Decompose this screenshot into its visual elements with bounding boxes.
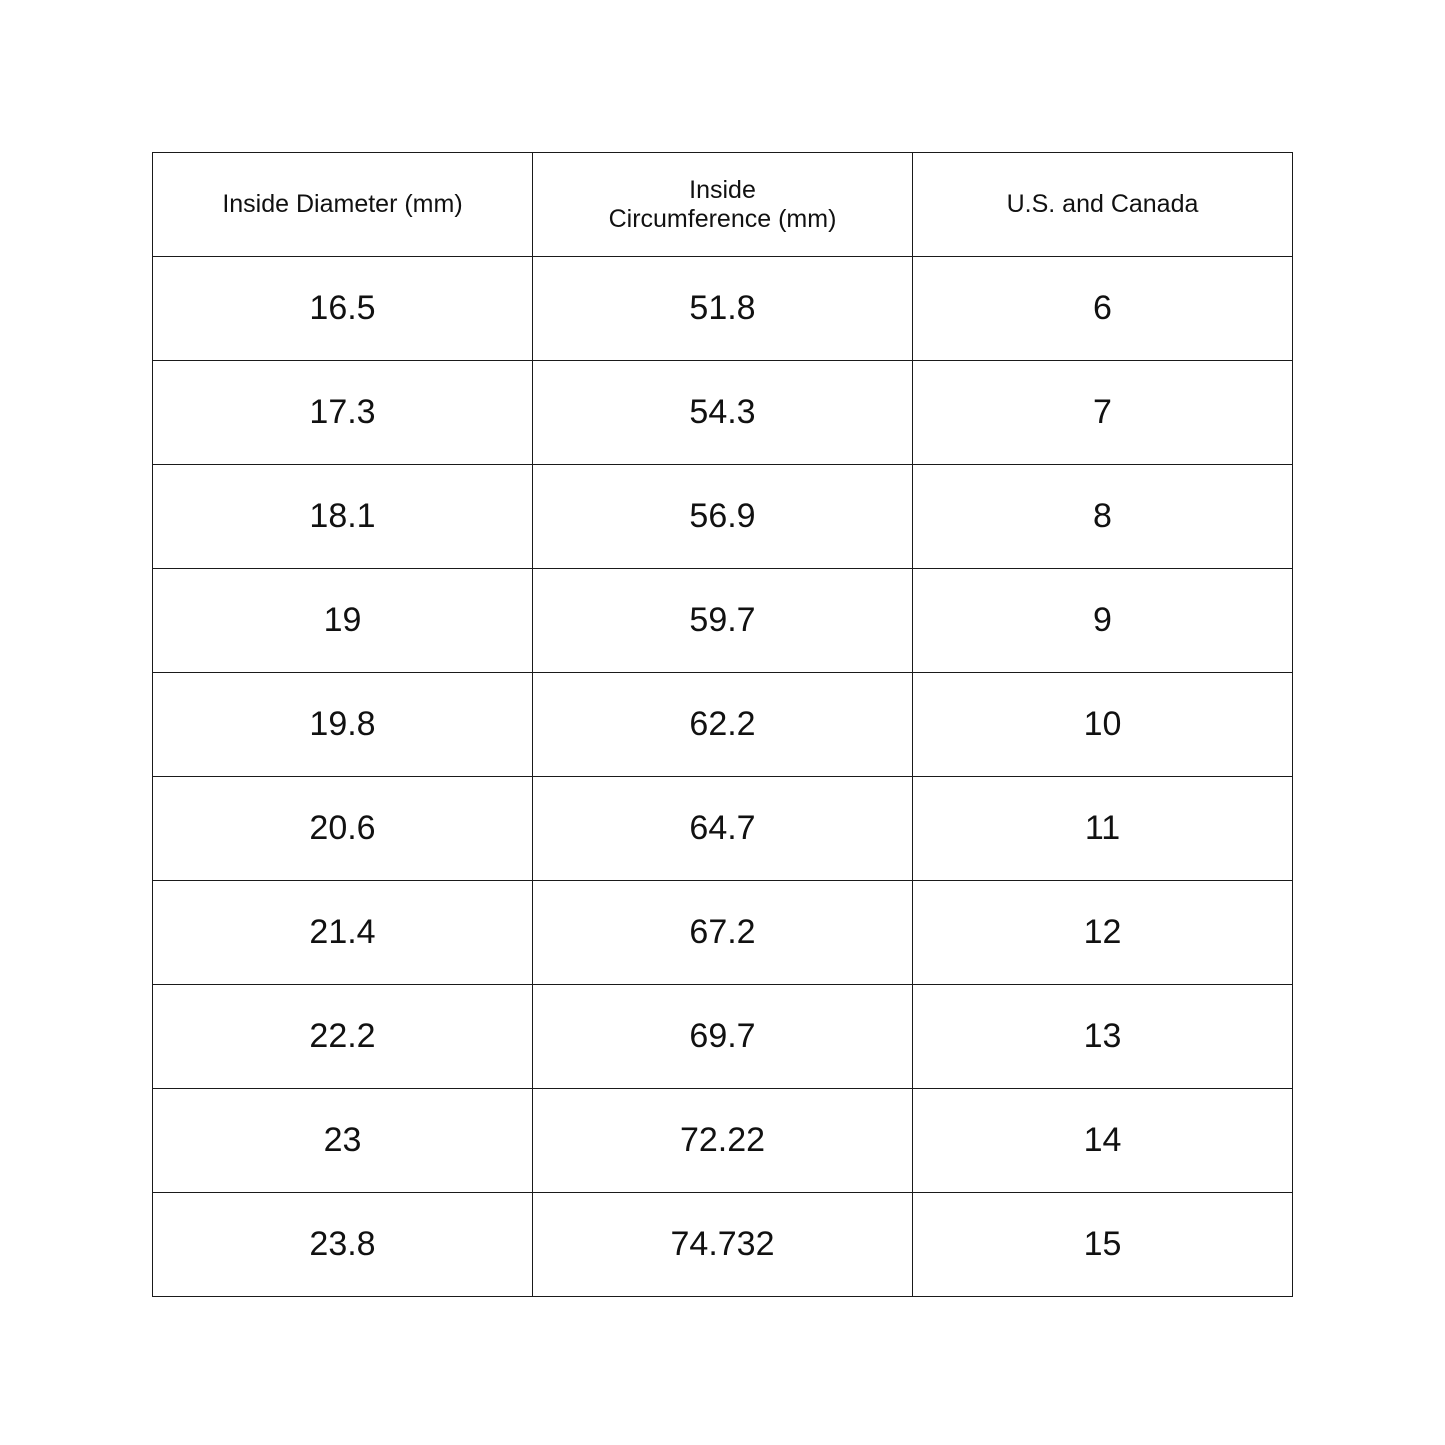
cell-diameter: 19 bbox=[153, 569, 533, 673]
cell-diameter: 22.2 bbox=[153, 985, 533, 1089]
table-row bbox=[153, 257, 1293, 361]
cell-diameter: 23 bbox=[153, 1089, 533, 1193]
cell-diameter: 16.5 bbox=[153, 257, 533, 361]
table-row bbox=[153, 361, 1293, 465]
cell-circumference: 64.7 bbox=[533, 777, 913, 881]
cell-diameter: 21.4 bbox=[153, 881, 533, 985]
cell-circumference: 54.3 bbox=[533, 361, 913, 465]
cell-diameter: 23.8 bbox=[153, 1193, 533, 1297]
cell-us-canada: 11 bbox=[913, 777, 1293, 881]
header-inside-circumference-line2: Circumference (mm) bbox=[608, 204, 837, 233]
cell-diameter: 19.8 bbox=[153, 673, 533, 777]
table-body bbox=[153, 257, 1293, 1297]
cell-us-canada: 10 bbox=[913, 673, 1293, 777]
table-row bbox=[153, 1193, 1293, 1297]
cell-circumference: 51.8 bbox=[533, 257, 913, 361]
cell-circumference: 72.22 bbox=[533, 1089, 913, 1193]
header-inside-diameter: Inside Diameter (mm) bbox=[153, 153, 533, 257]
cell-us-canada: 6 bbox=[913, 257, 1293, 361]
cell-us-canada: 14 bbox=[913, 1089, 1293, 1193]
cell-us-canada: 13 bbox=[913, 985, 1293, 1089]
cell-circumference: 59.7 bbox=[533, 569, 913, 673]
header-inside-circumference bbox=[533, 153, 913, 257]
cell-circumference: 69.7 bbox=[533, 985, 913, 1089]
ring-size-table bbox=[152, 152, 1293, 1297]
cell-diameter: 20.6 bbox=[153, 777, 533, 881]
cell-circumference: 56.9 bbox=[533, 465, 913, 569]
cell-diameter: 17.3 bbox=[153, 361, 533, 465]
cell-circumference: 67.2 bbox=[533, 881, 913, 985]
header-inside-circumference-line1: Inside bbox=[689, 175, 756, 204]
table-row bbox=[153, 777, 1293, 881]
cell-us-canada: 9 bbox=[913, 569, 1293, 673]
header-us-canada: U.S. and Canada bbox=[913, 153, 1293, 257]
table-row bbox=[153, 985, 1293, 1089]
cell-us-canada: 8 bbox=[913, 465, 1293, 569]
cell-us-canada: 12 bbox=[913, 881, 1293, 985]
table-row bbox=[153, 569, 1293, 673]
cell-diameter: 18.1 bbox=[153, 465, 533, 569]
header-row bbox=[153, 153, 1293, 257]
cell-circumference: 74.732 bbox=[533, 1193, 913, 1297]
cell-us-canada: 15 bbox=[913, 1193, 1293, 1297]
table-row bbox=[153, 465, 1293, 569]
table-header bbox=[153, 153, 1293, 257]
table-row bbox=[153, 881, 1293, 985]
cell-us-canada: 7 bbox=[913, 361, 1293, 465]
table-row bbox=[153, 1089, 1293, 1193]
table-row bbox=[153, 673, 1293, 777]
cell-circumference: 62.2 bbox=[533, 673, 913, 777]
